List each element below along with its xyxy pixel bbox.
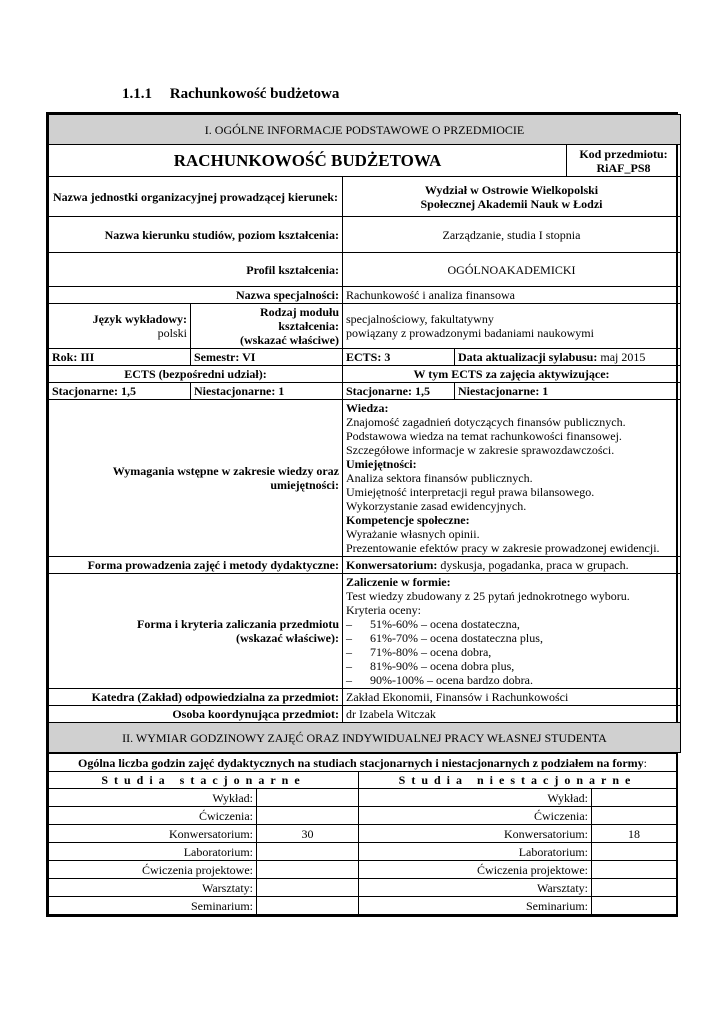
update-value: maj 2015 bbox=[600, 350, 646, 364]
row-label: Seminarium: bbox=[359, 897, 592, 915]
table-row bbox=[49, 861, 677, 879]
row-label: Wykład: bbox=[359, 789, 592, 807]
criteria-scale-head: Kryteria oceny: bbox=[346, 603, 421, 617]
col-stacjonarne: Studia stacjonarne bbox=[49, 772, 359, 789]
syllabus-general-info bbox=[48, 114, 681, 753]
update-label: Data aktualizacji sylabusu: bbox=[458, 350, 598, 364]
row-stac-value bbox=[257, 897, 359, 915]
table-row bbox=[49, 825, 677, 843]
unit-value-line2: Społecznej Akademii Nauk w Łodzi bbox=[420, 196, 603, 211]
row-label: Seminarium: bbox=[49, 897, 257, 915]
list-item: – 90%-100% – ocena bardzo dobra. bbox=[346, 673, 533, 687]
teaching-form-head: Konwersatorium: bbox=[346, 558, 438, 572]
criteria-item-text: 71%-80% – ocena dobra, bbox=[370, 645, 492, 659]
list-item: – 81%-90% – ocena dobra plus, bbox=[346, 659, 515, 673]
unit-value-line1: Wydział w Ostrowie Wielkopolski bbox=[424, 182, 599, 197]
ects-direct-stac: Stacjonarne: 1,5 bbox=[49, 383, 191, 400]
req-skills-head: Umiejętności: bbox=[346, 457, 417, 471]
teaching-form-value bbox=[343, 557, 681, 574]
row-stac-value bbox=[257, 861, 359, 879]
req-skills-2: Umiejętność interpretacji reguł prawa bilansowego. bbox=[346, 485, 595, 499]
row-label: Warsztaty: bbox=[49, 879, 257, 897]
row-niestac-value bbox=[592, 861, 677, 879]
course-code-cell bbox=[567, 145, 681, 177]
row-niestac-value bbox=[592, 897, 677, 915]
row-niestac-value bbox=[592, 789, 677, 807]
row-stac-value bbox=[257, 807, 359, 825]
semester: Semestr: VI bbox=[191, 349, 343, 366]
profile-label: Profil kształcenia: bbox=[49, 253, 343, 287]
criteria-item-text: 81%-90% – ocena dobra plus, bbox=[370, 659, 515, 673]
hours-summary-colon: : bbox=[643, 755, 648, 770]
table-row bbox=[49, 897, 677, 915]
req-skills-1: Analiza sektora finansów publicznych. bbox=[346, 471, 533, 485]
row-label: Laboratorium: bbox=[359, 843, 592, 861]
row-label: Konwersatorium: bbox=[359, 825, 592, 843]
module-label-line1: Rodzaj modułu bbox=[259, 305, 339, 319]
department-label: Katedra (Zakład) odpowiedzialna za przedmiot: bbox=[49, 689, 343, 706]
update-date bbox=[455, 349, 681, 366]
req-knowledge-3: Szczegółowe informacje w zakresie sprawozdawczości. bbox=[346, 443, 615, 457]
req-social-2: Prezentowanie efektów pracy w zakresie prowadzonej ewidencji. bbox=[346, 541, 660, 555]
criteria-label-line1: Forma i kryteria zaliczania przedmiotu bbox=[137, 617, 339, 631]
ects-active-stac: Stacjonarne: 1,5 bbox=[343, 383, 455, 400]
row-niestac-value bbox=[592, 807, 677, 825]
list-item: – 51%-60% – ocena dostateczna, bbox=[346, 617, 520, 631]
profile-value: OGÓLNOAKADEMICKI bbox=[343, 253, 681, 287]
department-value: Zakład Ekonomii, Finansów i Rachunkowości bbox=[343, 689, 681, 706]
language-label: Język wykładowy: bbox=[92, 312, 187, 326]
criteria-head: Zaliczenie w formie: bbox=[346, 575, 451, 589]
ects-active-niestac: Niestacjonarne: 1 bbox=[455, 383, 681, 400]
table-row bbox=[49, 807, 677, 825]
year: Rok: III bbox=[49, 349, 191, 366]
field-value: Zarządzanie, studia I stopnia bbox=[343, 217, 681, 253]
module-label-line2: kształcenia: bbox=[278, 319, 339, 333]
section-number: 1.1.1 bbox=[122, 86, 152, 102]
module-value-line1: specjalnościowy, fakultatywny bbox=[346, 312, 494, 326]
req-social-head: Kompetencje społeczne: bbox=[346, 513, 470, 527]
field-label: Nazwa kierunku studiów, poziom kształcenia: bbox=[49, 217, 343, 253]
criteria-item-text: 51%-60% – ocena dostateczna, bbox=[370, 617, 520, 631]
row-niestac-value bbox=[592, 843, 677, 861]
course-code-value: RiAF_PS8 bbox=[596, 160, 651, 175]
section-title: Rachunkowość budżetowa bbox=[169, 86, 340, 102]
criteria-item-text: 90%-100% – ocena bardzo dobra. bbox=[370, 673, 533, 687]
module-label-line3: (wskazać właściwe) bbox=[240, 333, 339, 347]
criteria-label bbox=[49, 574, 343, 689]
row-stac-value bbox=[257, 789, 359, 807]
list-item: – 71%-80% – ocena dobra, bbox=[346, 645, 492, 659]
coordinator-label: Osoba koordynująca przedmiot: bbox=[49, 706, 343, 723]
req-social-1: Wyrażanie własnych opinii. bbox=[346, 527, 480, 541]
criteria-item-text: 61%-70% – ocena dostateczna plus, bbox=[370, 631, 543, 645]
hours-summary bbox=[49, 754, 677, 772]
req-knowledge-head: Wiedza: bbox=[346, 401, 389, 415]
table-row bbox=[49, 879, 677, 897]
requirements-label-line2: umiejętności: bbox=[270, 478, 339, 492]
row-niestac-value: 18 bbox=[592, 825, 677, 843]
hours-summary-text: Ogólna liczba godzin zajęć dydaktycznych na studiach stacjonarnych i niestacjonarnych z podziałem na formy bbox=[78, 755, 644, 770]
module-type-value bbox=[343, 304, 681, 349]
module-type-label bbox=[191, 304, 343, 349]
unit-value bbox=[343, 177, 681, 217]
criteria-list bbox=[346, 617, 677, 687]
row-label: Warsztaty: bbox=[359, 879, 592, 897]
criteria-text: Test wiedzy zbudowany z 25 pytań jednokrotnego wyboru. bbox=[346, 589, 630, 603]
criteria-value bbox=[343, 574, 681, 689]
module-value-line2: powiązany z prowadzonymi badaniami naukowymi bbox=[346, 326, 594, 340]
specialty-value: Rachunkowość i analiza finansowa bbox=[343, 287, 681, 304]
row-stac-value: 30 bbox=[257, 825, 359, 843]
row-label: Wykład: bbox=[49, 789, 257, 807]
coordinator-value: dr Izabela Witczak bbox=[343, 706, 681, 723]
col-niestacjonarne: Studia niestacjonarne bbox=[359, 772, 677, 789]
hours-table bbox=[48, 753, 677, 915]
requirements-label bbox=[49, 400, 343, 557]
unit-label: Nazwa jednostki organizacyjnej prowadzącej kierunek: bbox=[49, 177, 343, 217]
ects-active: W tym ECTS za zajęcia aktywizujące: bbox=[343, 366, 681, 383]
requirements-value bbox=[343, 400, 681, 557]
ects-direct: ECTS (bezpośredni udział): bbox=[49, 366, 343, 383]
section1-header: I. OGÓLNE INFORMACJE PODSTAWOWE O PRZEDMIOCIE bbox=[49, 115, 681, 145]
row-label: Ćwiczenia: bbox=[49, 807, 257, 825]
row-label: Ćwiczenia projektowe: bbox=[49, 861, 257, 879]
req-skills-3: Wykorzystanie zasad ewidencyjnych. bbox=[346, 499, 527, 513]
criteria-label-line2: (wskazać właściwe): bbox=[236, 631, 339, 645]
section2-header: II. WYMIAR GODZINOWY ZAJĘĆ ORAZ INDYWIDUALNEJ PRACY WŁASNEJ STUDENTA bbox=[49, 723, 681, 753]
req-knowledge-2: Podstawowa wiedza na temat rachunkowości finansowej. bbox=[346, 429, 622, 443]
table-row bbox=[49, 789, 677, 807]
row-label: Laboratorium: bbox=[49, 843, 257, 861]
table-row bbox=[49, 843, 677, 861]
req-knowledge-1: Znajomość zagadnień dotyczących finansów publicznych. bbox=[346, 415, 626, 429]
row-stac-value bbox=[257, 843, 359, 861]
row-niestac-value bbox=[592, 879, 677, 897]
syllabus-table bbox=[46, 112, 678, 917]
requirements-label-line1: Wymagania wstępne w zakresie wiedzy oraz bbox=[112, 464, 339, 478]
teaching-form-text: dyskusja, pogadanka, praca w grupach. bbox=[440, 558, 629, 572]
list-item: – 61%-70% – ocena dostateczna plus, bbox=[346, 631, 543, 645]
section-heading bbox=[122, 86, 339, 103]
row-label: Ćwiczenia projektowe: bbox=[359, 861, 592, 879]
language-value: polski bbox=[157, 326, 187, 340]
language-cell bbox=[49, 304, 191, 349]
row-stac-value bbox=[257, 879, 359, 897]
row-label: Konwersatorium: bbox=[49, 825, 257, 843]
ects-direct-niestac: Niestacjonarne: 1 bbox=[191, 383, 343, 400]
teaching-form-label: Forma prowadzenia zajęć i metody dydaktyczne: bbox=[49, 557, 343, 574]
ects: ECTS: 3 bbox=[343, 349, 455, 366]
course-name: RACHUNKOWOŚĆ BUDŻETOWA bbox=[49, 145, 567, 177]
specialty-label: Nazwa specjalności: bbox=[49, 287, 343, 304]
course-code-label: Kod przedmiotu: bbox=[579, 146, 668, 161]
row-label: Ćwiczenia: bbox=[359, 807, 592, 825]
